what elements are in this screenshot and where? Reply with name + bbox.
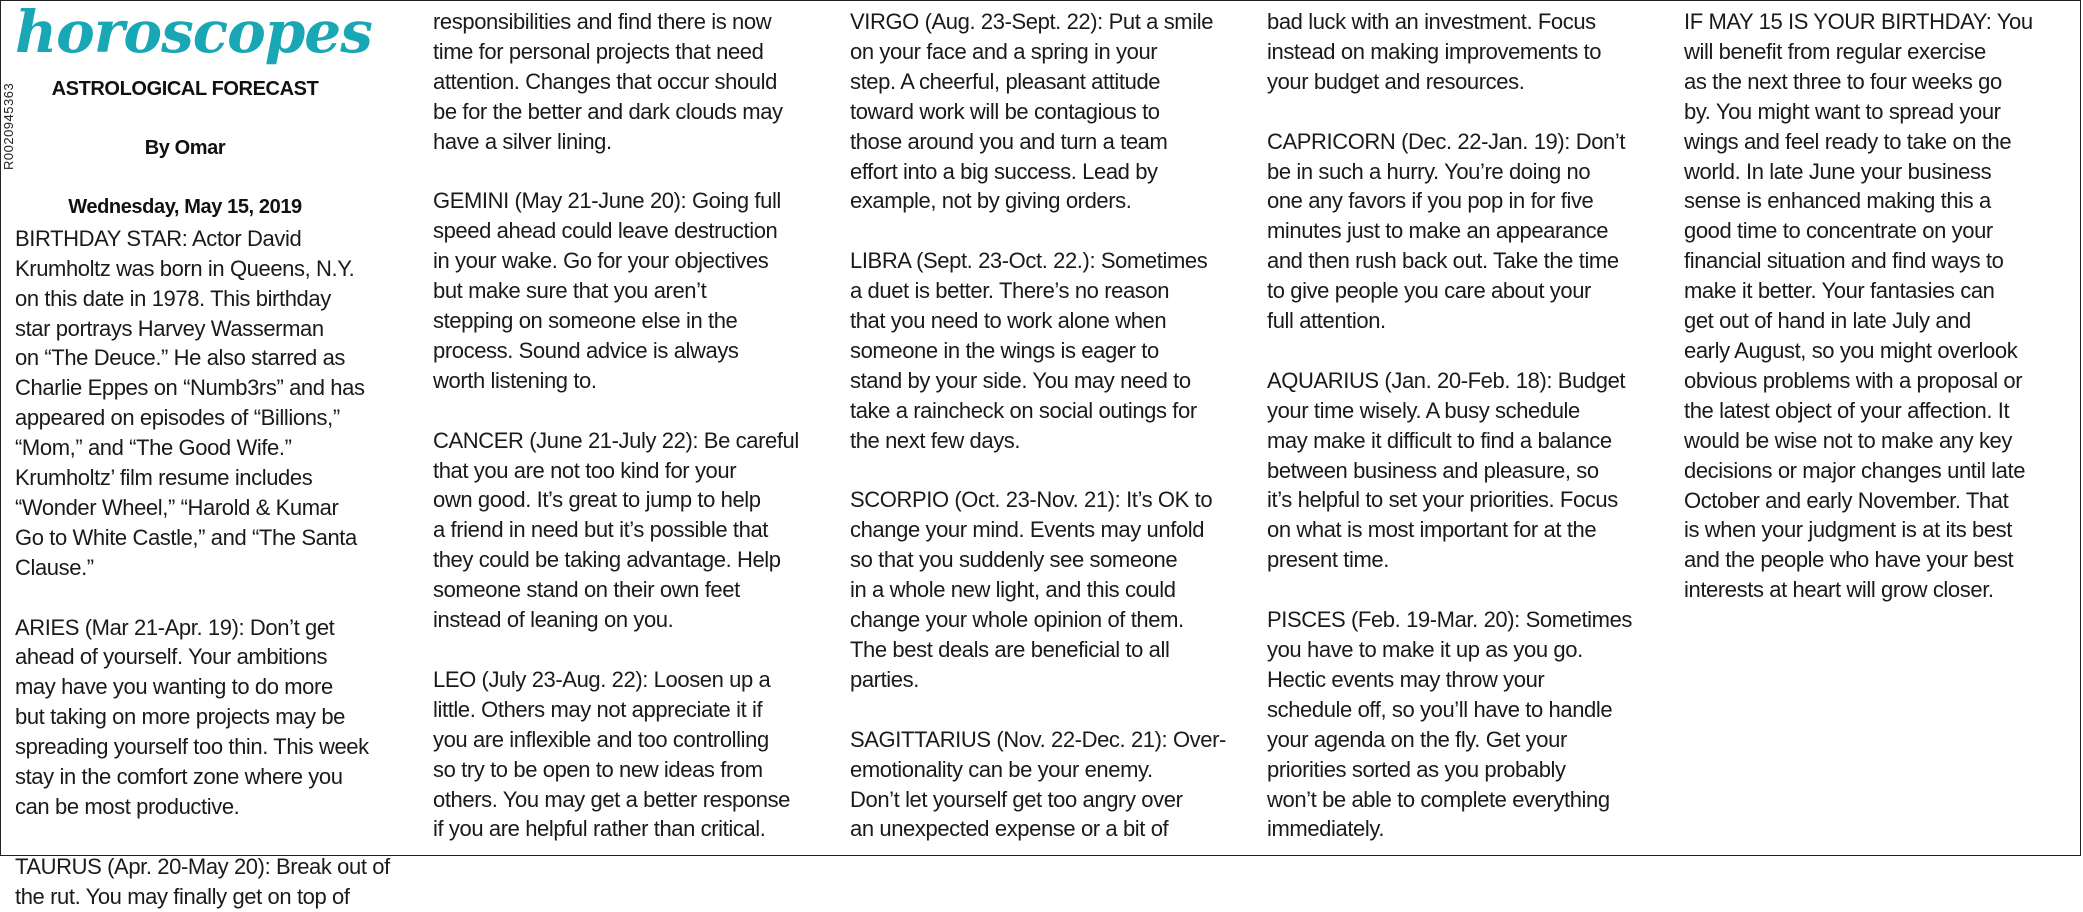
horoscopes-logo: horoscopes	[15, 0, 372, 66]
scorpio-entry: SCORPIO (Oct. 23-Nov. 21): It’s OK to change your mind. Events may unfold so that you suddenly see someone in a whole new light, and this could change your whole opinion of them. The best deals are beneficial to all parties.	[850, 487, 1213, 692]
ad-id-code: R0020945363	[1, 82, 16, 170]
column-5	[1684, 7, 2083, 605]
byline: By Omar	[144, 136, 226, 159]
publication-date: Wednesday, May 15, 2019	[68, 195, 302, 218]
birthday-star-entry: BIRTHDAY STAR: Actor David Krumholtz was born in Queens, N.Y. on this date in 1978. This birthday star portrays Harvey Wasserman on “The Deuce.” He also starred as Charlie Eppes on “Numb3rs” and has appeared on episodes of “Billions,” “Mom,” and “The Good Wife.” Krumholtz’ film resume includes “Wonder Wheel,” “Harold & Kumar Go to White Castle,” and “The Santa Clause.”	[15, 225, 365, 580]
column-1	[15, 0, 420, 912]
aries-entry: ARIES (Mar 21-Apr. 19): Don’t get ahead of yourself. Your ambitions may have you wanting to do more but taking on more projects may be spreading yourself too thin. This week stay in the comfort zone where you can be most productive.	[15, 614, 369, 819]
cancer-entry: CANCER (June 21-July 22): Be careful that you are not too kind for your own good. It’s great to jump to help a friend in need but it’s possible that they could be taking advantage. Help someone stand on their own feet instead of leaning on you.	[433, 427, 799, 633]
leo-entry: LEO (July 23-Aug. 22): Loosen up a little. Others may not appreciate it if you are inflexible and too controlling so try to be open to new ideas from others. You may get a better response if you are helpful rather than critical.	[433, 666, 790, 842]
section-title: ASTROLOGICAL FORECAST	[51, 78, 319, 100]
sagittarius-entry-continued: bad luck with an investment. Focus instead on making improvements to your budget and resources.	[1267, 9, 1602, 94]
taurus-entry-start: TAURUS (Apr. 20-May 20): Break out of the rut. You may finally get on top of	[15, 853, 390, 909]
birthday-forecast-entry: IF MAY 15 IS YOUR BIRTHDAY: You will benefit from regular exercise as the next three to four weeks go by. You might want to spread your wings and feel ready to take on the world. In late June your business sense is enhanced making this a good time to concentrate on your financial situation and find ways to make it better. Your fantasies can get out of hand in late July and early August, so you might overlook obvious problems with a proposal or the latest object of your affection. It would be wise not to make any key decisions or major changes until late October and early November. That is when your judgment is at its best and the people who have your best interests at heart will grow closer.	[1684, 9, 2033, 603]
column-4	[1267, 7, 1672, 844]
masthead	[15, 0, 372, 222]
gemini-entry: GEMINI (May 21-June 20): Going full speed ahead could leave destruction in your wake. Go for your objectives but make sure that you aren’t stepping on someone else in the process. Sound advice is always worth listening to.	[433, 188, 781, 393]
capricorn-entry: CAPRICORN (Dec. 22-Jan. 19): Don’t be in such a hurry. You’re doing no one any favors if you pop in for five minutes just to make an appearance and then rush back out. Take the time to give people you care about your full attention.	[1267, 128, 1626, 334]
aquarius-entry: AQUARIUS (Jan. 20-Feb. 18): Budget your time wisely. A busy schedule may make it difficult to find a balance between business and pleasure, so it’s helpful to set your priorities. Focus on what is most important for at the present time.	[1267, 367, 1626, 573]
column-3	[850, 7, 1255, 844]
libra-entry: LIBRA (Sept. 23-Oct. 22.): Sometimes a duet is better. There’s no reason that you need to work alone when someone in the wings is eager to stand by your side. You may need to take a raincheck on social outings for the next few days.	[850, 248, 1208, 453]
column-2	[433, 7, 838, 844]
taurus-entry-continued: responsibilities and find there is now time for personal projects that need attention. Changes that occur should be for the better and dark clouds may have a silver lining.	[433, 9, 783, 154]
sagittarius-entry-start: SAGITTARIUS (Nov. 22-Dec. 21): Over- emotionality can be your enemy. Don’t let yourself get too angry over an unexpected expense or a bit of	[850, 726, 1226, 842]
virgo-entry: VIRGO (Aug. 23-Sept. 22): Put a smile on your face and a spring in your step. A cheerful, pleasant attitude toward work will be contagious to those around you and turn a team effort into a big success. Lead by example, not by giving orders.	[850, 9, 1214, 214]
pisces-entry: PISCES (Feb. 19-Mar. 20): Sometimes you have to make it up as you go. Hectic events may throw your schedule off, so you’ll have to handle your agenda on the fly. Get your priorities sorted as you probably won’t be able to complete everything immediately.	[1267, 607, 1633, 842]
